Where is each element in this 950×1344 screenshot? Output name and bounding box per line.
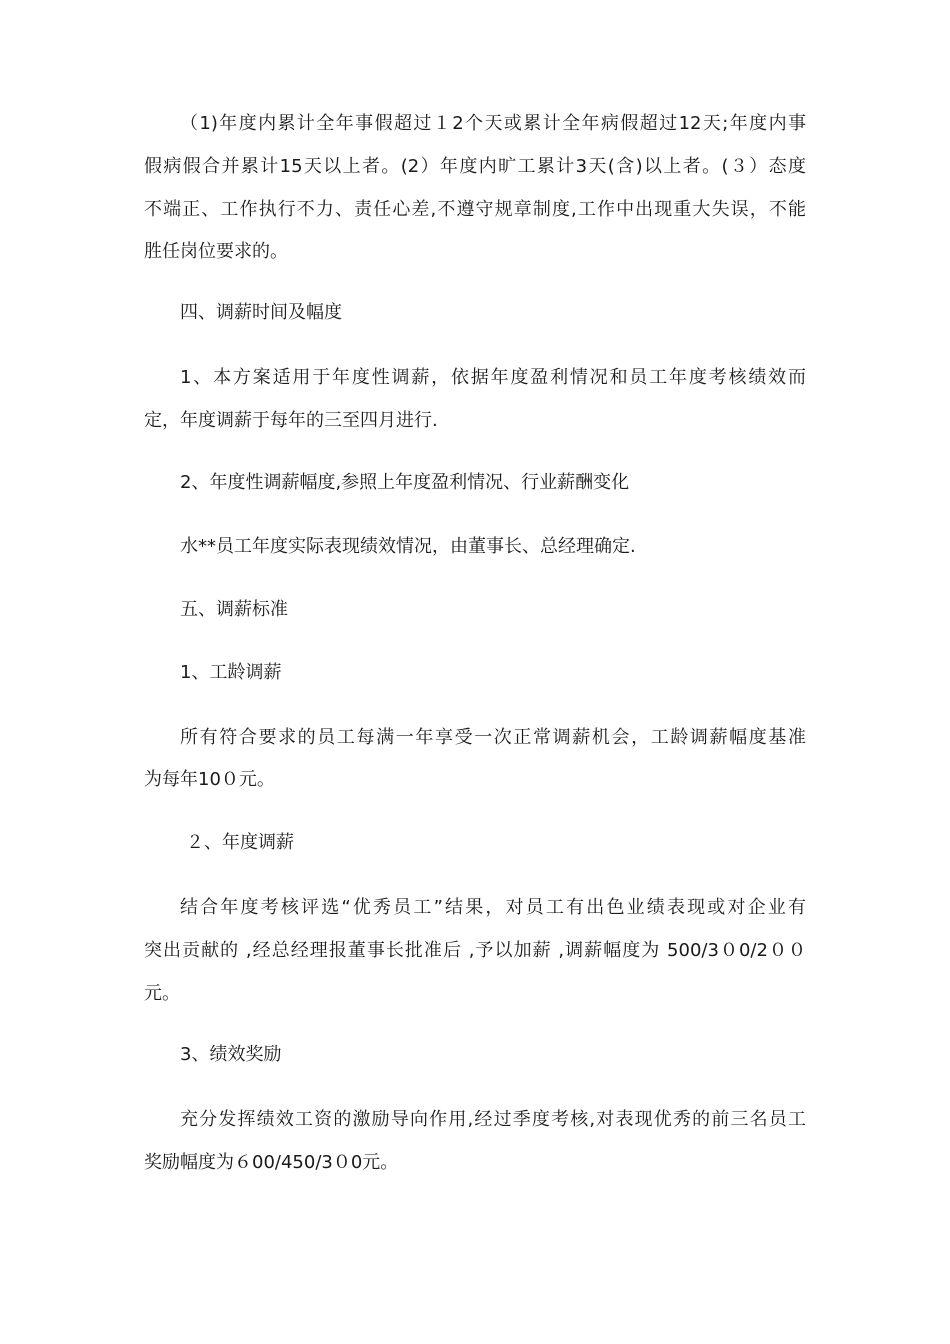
paragraph-leave-rules-line-2: 假病假合并累计15天以上者。(2）年度内旷工累计3天(含)以上者。(３）态度 [144, 156, 806, 177]
subheading-annual-adjustment: ２、年度调薪 [186, 832, 294, 853]
paragraph-adjustment-range: 2、年度性调薪幅度,参照上年度盈利情况、行业薪酬变化 [180, 472, 630, 493]
paragraph-seniority-line-2: 为每年10０元。 [144, 769, 275, 790]
paragraph-bonus-line-2: 奖励幅度为６00/450/3０0元。 [144, 1152, 399, 1173]
paragraph-annual-adjustment-line-1: 1、本方案适用于年度性调薪，依据年度盈利情况和员工年度考核绩效而 [180, 367, 806, 388]
paragraph-annual-adjustment-line-2: 定，年度调薪于每年的三至四月进行. [144, 410, 438, 431]
paragraph-excellent-staff-line-3: 元。 [144, 983, 180, 1004]
paragraph-bonus-line-1: 充分发挥绩效工资的激励导向作用,经过季度考核,对表现优秀的前三名员工 [180, 1109, 806, 1130]
paragraph-excellent-staff-line-2: 突出贡献的 ,经总经理报董事长批准后 ,予以加薪 ,调薪幅度为 500/3０0/2００ [144, 940, 806, 961]
paragraph-leave-rules-line-1: （1)年度内累计全年事假超过１2个天或累计全年病假超过12天;年度内事 [180, 113, 806, 134]
section-heading-adjustment-time: 四、调薪时间及幅度 [180, 302, 342, 323]
section-heading-adjustment-standard: 五、调薪标准 [180, 599, 288, 620]
paragraph-leave-rules-line-3: 不端正、工作执行不力、责任心差,不遵守规章制度,工作中出现重大失误，不能 [144, 199, 806, 220]
paragraph-seniority-line-1: 所有符合要求的员工每满一年享受一次正常调薪机会，工龄调薪幅度基准 [180, 727, 806, 748]
subheading-performance-bonus: 3、绩效奖励 [180, 1044, 282, 1065]
paragraph-leave-rules-line-4: 胜任岗位要求的。 [144, 241, 288, 262]
paragraph-approval: 水**员工年度实际表现绩效情况，由董事长、总经理确定. [180, 536, 636, 557]
paragraph-excellent-staff-line-1: 结合年度考核评选“优秀员工”结果，对员工有出色业绩表现或对企业有 [180, 897, 806, 918]
subheading-seniority-adjustment: 1、工龄调薪 [180, 662, 282, 683]
